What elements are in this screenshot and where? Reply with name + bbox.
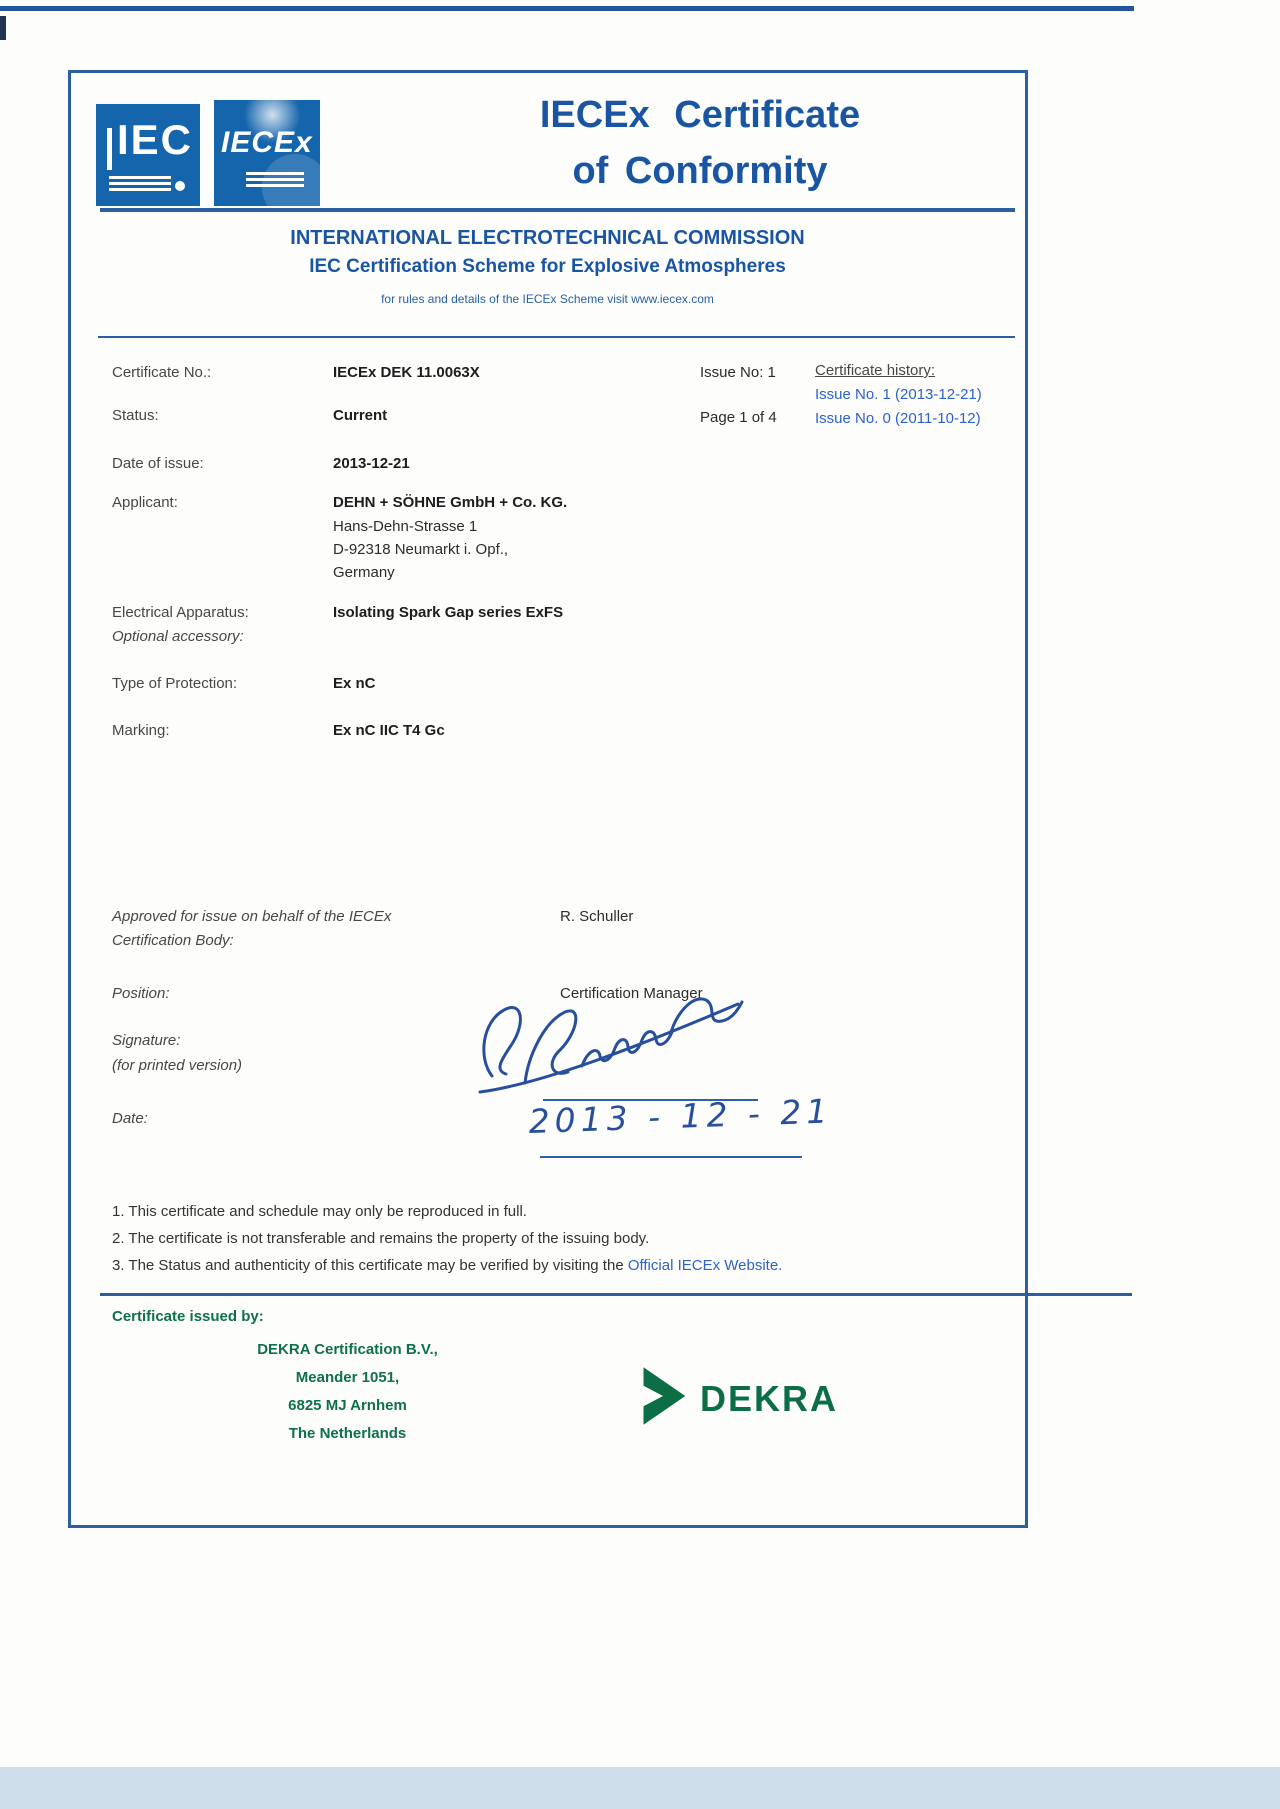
electrical-apparatus-value: Isolating Spark Gap series ExFS: [333, 604, 564, 621]
iec-logo-dot: [175, 181, 185, 191]
issuer-address-line2: 6825 MJ Arnhem: [288, 1397, 407, 1414]
dekra-logo-text: DEKRA: [700, 1378, 839, 1419]
electrical-apparatus-label: Electrical Apparatus:: [112, 604, 249, 621]
signature-label: Signature:: [112, 1032, 181, 1049]
header-divider: [100, 208, 1015, 212]
approver-name: R. Schuller: [560, 908, 634, 925]
iec-logo: [96, 104, 200, 206]
iecex-logo-text: IECEx: [221, 126, 313, 159]
commission-heading: INTERNATIONAL ELECTROTECHNICAL COMMISSION: [290, 227, 805, 249]
applicant-address-line2: D-92318 Neumarkt i. Opf.,: [333, 541, 509, 558]
date-of-issue-value: 2013-12-21: [333, 455, 410, 472]
approved-for-issue-label-line2: Certification Body:: [112, 932, 234, 949]
status-value: Current: [333, 407, 388, 424]
approved-for-issue-label-line1: Approved for issue on behalf of the IECEx: [112, 908, 392, 925]
note-3: [112, 1257, 782, 1274]
handwritten-date: 2013 - 12 - 21: [528, 1091, 833, 1141]
note-2: 2. The certificate is not transferable and remains the property of the issuing body.: [112, 1230, 650, 1247]
note-1: 1. This certificate and schedule may only be reproduced in full.: [112, 1203, 527, 1220]
issuer-address-block: [220, 1336, 475, 1448]
signature-image: [470, 988, 770, 1103]
type-of-protection-label: Type of Protection:: [112, 675, 238, 692]
dekra-logo-arrow-icon: [637, 1366, 689, 1426]
applicant-label: Applicant:: [112, 494, 178, 511]
position-value: Certification Manager: [560, 985, 703, 1002]
section-divider: [98, 336, 1015, 338]
issuer-name: DEKRA Certification B.V.,: [257, 1341, 438, 1358]
iec-logo-bar: [107, 128, 112, 170]
issue-no: Issue No: 1: [700, 364, 776, 381]
marking-label: Marking:: [112, 722, 170, 739]
scan-artifact-bottom-strip: [0, 1767, 1280, 1809]
date-label: Date:: [112, 1110, 148, 1127]
document-title-line2: of Conformity: [572, 150, 828, 192]
scheme-note: for rules and details of the IECEx Scheme visit www.iecex.com: [381, 292, 714, 306]
signature-note: (for printed version): [112, 1057, 243, 1074]
issuer-address-line1: Meander 1051,: [295, 1369, 400, 1386]
date-underline: [540, 1156, 802, 1158]
history-item-issue-1[interactable]: Issue No. 1 (2013-12-21): [815, 386, 982, 403]
iec-logo-text: IEC: [117, 116, 194, 163]
position-label: Position:: [112, 985, 170, 1002]
scheme-heading: IEC Certification Scheme for Explosive Atmospheres: [309, 256, 786, 277]
date-of-issue-label: Date of issue:: [112, 455, 204, 472]
official-iecex-website-link[interactable]: Official IECEx Website.: [627, 1257, 783, 1274]
certificate-no-value: IECEx DEK 11.0063X: [333, 364, 480, 381]
note-3-text: 3. The Status and authenticity of this certificate may be verified by visiting the: [112, 1257, 624, 1274]
certificate-history-label: Certificate history:: [815, 362, 936, 379]
document-title-line1: IECEx Certificate: [539, 94, 861, 136]
issuer-address-line3: The Netherlands: [288, 1425, 407, 1442]
footer-divider: [100, 1293, 1132, 1296]
page-info: Page 1 of 4: [700, 409, 777, 426]
history-item-issue-0[interactable]: Issue No. 0 (2011-10-12): [815, 410, 981, 427]
applicant-name: DEHN + SÖHNE GmbH + Co. KG.: [333, 494, 568, 511]
type-of-protection-value: Ex nC: [333, 675, 376, 692]
applicant-address-line3: Germany: [333, 564, 395, 581]
scan-artifact-top-line: [0, 6, 1134, 11]
applicant-address-line1: Hans-Dehn-Strasse 1: [333, 518, 478, 535]
certificate-issued-by-label: Certificate issued by:: [112, 1308, 264, 1325]
optional-accessory-label: Optional accessory:: [112, 628, 244, 645]
certificate-no-label: Certificate No.:: [112, 364, 212, 381]
scan-artifact-left-mark: [0, 16, 6, 40]
status-label: Status:: [112, 407, 159, 424]
iecex-logo: [214, 100, 320, 206]
marking-value: Ex nC IIC T4 Gc: [333, 722, 445, 739]
